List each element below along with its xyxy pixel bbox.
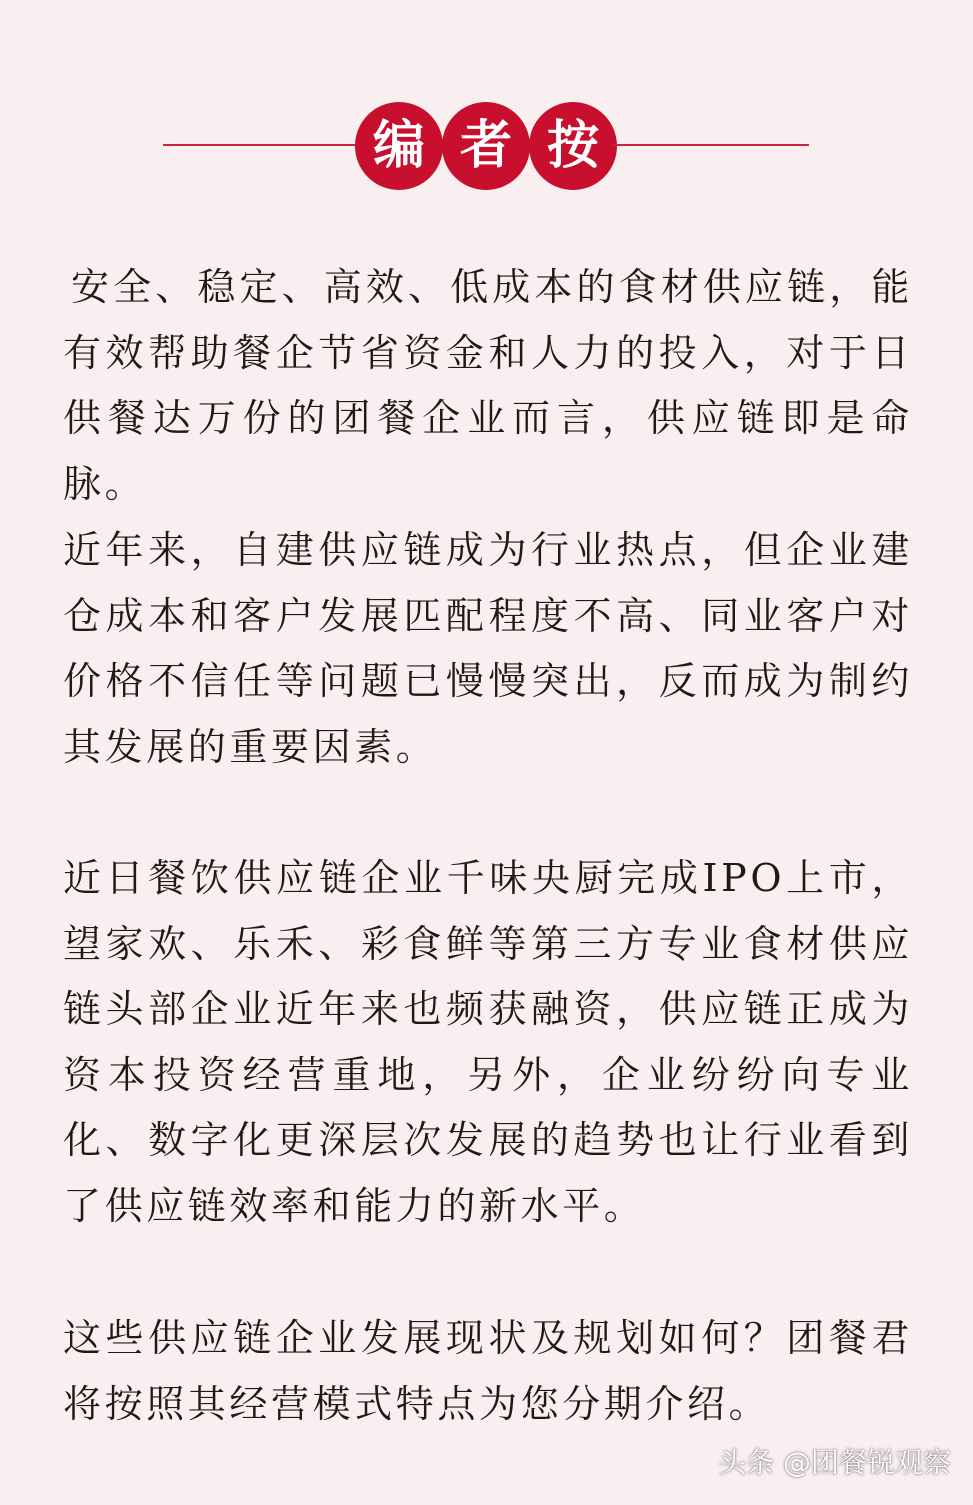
paragraph-industry-financing: 近日餐饮供应链企业千味央厨完成IPO上市，望家欢、乐禾、彩食鲜等第三方专业食材供应链头部企业近年来也频获融资，供应链正成为资本投资经营重地，另外，企业纷纷向专业化、数字化更深层次发展的趋势也让行业看到了供应链效率和能力的新水平。 bbox=[63, 856, 913, 1228]
title-char-badge: 编 bbox=[355, 102, 443, 190]
header-rule-right bbox=[612, 144, 809, 146]
source-watermark: 头条 @团餐锐观察 bbox=[718, 1446, 951, 1479]
paragraph-series-intro: 这些供应链企业发展现状及规划如何？团餐君将按照其经营模式特点为您分期介绍。 bbox=[63, 1316, 913, 1426]
paragraph-self-built-supply-chain: 近年来，自建供应链成为行业热点，但企业建仓成本和客户发展匹配程度不高、同业客户对价格不信任等问题已慢慢突出，反而成为制约其发展的重要因素。 bbox=[63, 528, 913, 769]
paragraph-intro: 安全、稳定、高效、低成本的食材供应链，能有效帮助餐企节省资金和人力的投入，对于日供餐达万份的团餐企业而言，供应链即是命脉。 bbox=[63, 265, 913, 506]
title-char-badge: 按 bbox=[529, 102, 617, 190]
header-rule-left bbox=[163, 144, 360, 146]
editor-note-title bbox=[355, 90, 617, 202]
title-char-badge: 者 bbox=[442, 102, 530, 190]
editor-note-header bbox=[0, 90, 973, 202]
